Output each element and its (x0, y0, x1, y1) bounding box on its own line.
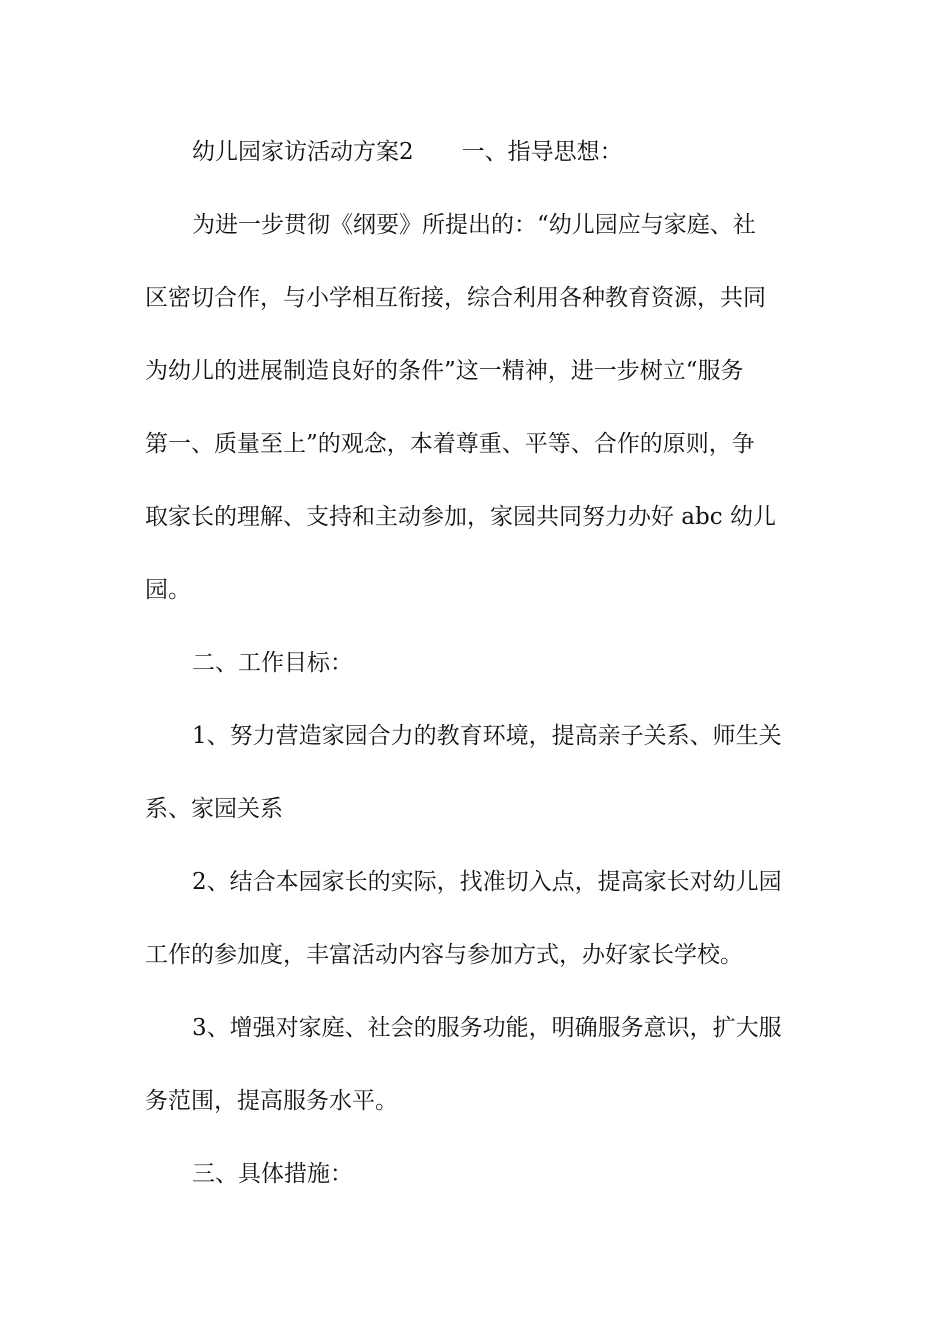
list-item-line: 系、家园关系 (145, 796, 283, 822)
paragraph-line: 第一、质量至上”的观念，本着尊重、平等、合作的原则，争 (145, 431, 755, 457)
section-heading: 三、具体措施： (192, 1161, 353, 1187)
list-item-line: 工作的参加度，丰富活动内容与参加方式，办好家长学校。 (145, 942, 743, 968)
paragraph-line: 为进一步贯彻《纲要》所提出的：“幼儿园应与家庭、社 (192, 212, 756, 238)
list-item-line: 2、结合本园家长的实际，找准切入点，提高家长对幼儿园 (192, 869, 782, 895)
section-heading: 二、工作目标： (192, 650, 353, 676)
list-item-line: 务范围，提高服务水平。 (145, 1088, 398, 1114)
paragraph-line: 取家长的理解、支持和主动参加，家园共同努力办好 abc 幼儿 (145, 504, 776, 530)
heading-line (145, 116, 815, 189)
document-body (145, 116, 815, 1211)
section-heading: 一、指导思想： (461, 139, 623, 165)
list-item-line: 3、增强对家庭、社会的服务功能，明确服务意识，扩大服 (192, 1015, 782, 1041)
paragraph-line: 为幼儿的进展制造良好的条件”这一精神，进一步树立“服务 (145, 358, 744, 384)
paragraph-line: 区密切合作，与小学相互衔接，综合利用各种教育资源，共同 (145, 285, 766, 311)
list-item-line: 1、努力营造家园合力的教育环境，提高亲子关系、师生关 (192, 723, 782, 749)
document-title: 幼儿园家访活动方案2 (192, 139, 414, 165)
paragraph-line: 园。 (145, 577, 191, 603)
